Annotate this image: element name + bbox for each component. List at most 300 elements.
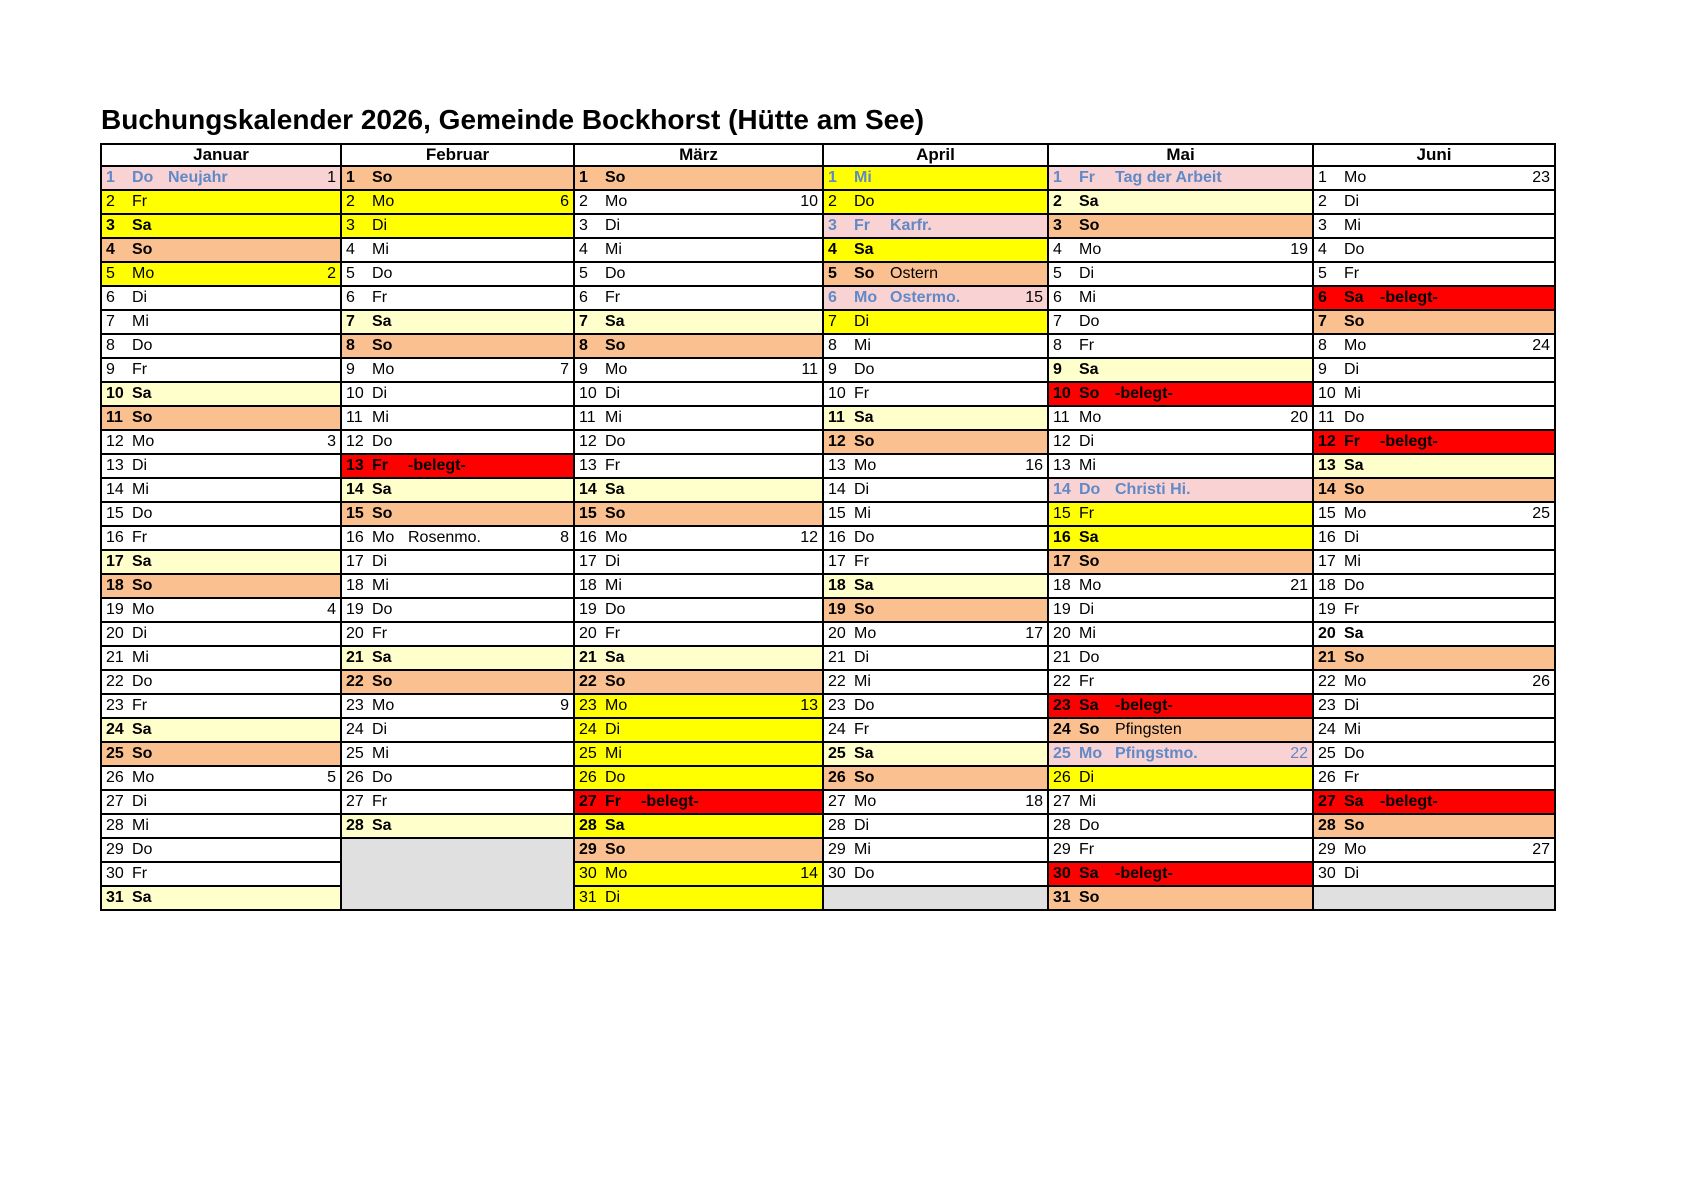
week-number: 1 <box>327 169 336 186</box>
day-cell-content <box>575 791 822 813</box>
day-number: 14 <box>579 481 597 498</box>
day-row <box>101 262 1555 286</box>
weekday-label: Mi <box>1344 217 1361 234</box>
day-cell <box>341 406 574 430</box>
day-cell <box>341 190 574 214</box>
day-cell-content <box>824 455 1047 477</box>
week-number: 15 <box>1025 289 1043 306</box>
weekday-label: Mi <box>854 505 871 522</box>
weekday-label: Do <box>132 337 153 354</box>
day-number: 22 <box>1318 673 1336 690</box>
weekday-label: Di <box>1344 865 1360 882</box>
day-cell <box>574 838 823 862</box>
day-row <box>101 646 1555 670</box>
day-number: 28 <box>1053 817 1071 834</box>
day-cell-content <box>342 407 573 429</box>
day-cell-content <box>1049 431 1312 453</box>
day-cell-content <box>1314 839 1554 861</box>
day-number: 6 <box>579 289 588 306</box>
day-cell <box>574 622 823 646</box>
day-number: 20 <box>106 625 124 642</box>
day-cell <box>1048 814 1313 838</box>
day-cell <box>1048 670 1313 694</box>
weekday-label: Mi <box>372 409 389 426</box>
day-cell <box>1048 382 1313 406</box>
day-number: 29 <box>828 841 846 858</box>
day-number: 4 <box>106 241 115 258</box>
day-cell-content <box>1314 503 1554 525</box>
weekday-label: Sa <box>1344 289 1364 306</box>
calendar-sheet <box>100 104 1556 911</box>
day-row <box>101 718 1555 742</box>
weekday-label: So <box>605 841 626 858</box>
day-cell-content <box>1314 455 1554 477</box>
day-number: 29 <box>1318 841 1336 858</box>
day-cell <box>101 358 341 382</box>
day-cell <box>1048 502 1313 526</box>
day-cell <box>1313 286 1555 310</box>
weekday-label: Do <box>605 433 626 450</box>
week-number: 3 <box>327 433 336 450</box>
weekday-label: Mo <box>854 457 877 474</box>
day-row <box>101 358 1555 382</box>
day-cell <box>101 478 341 502</box>
day-cell-content <box>575 311 822 333</box>
day-cell-content <box>1049 791 1312 813</box>
weekday-label: So <box>605 169 626 186</box>
weekday-label: Do <box>1079 313 1100 330</box>
day-cell <box>823 214 1048 238</box>
weekday-label: Mi <box>1079 625 1096 642</box>
day-number: 3 <box>1318 217 1327 234</box>
day-cell-content <box>575 479 822 501</box>
day-cell <box>341 262 574 286</box>
day-row <box>101 382 1555 406</box>
day-cell-content <box>1049 887 1312 909</box>
day-number: 10 <box>1318 385 1336 402</box>
weekday-label: Di <box>1344 361 1360 378</box>
weekday-label: Fr <box>854 385 870 402</box>
day-cell <box>823 718 1048 742</box>
day-number: 16 <box>106 529 124 546</box>
day-cell <box>823 574 1048 598</box>
day-number: 6 <box>346 289 355 306</box>
weekday-label: Mi <box>605 241 622 258</box>
day-row <box>101 334 1555 358</box>
day-cell-content <box>1049 647 1312 669</box>
day-number: 14 <box>106 481 124 498</box>
holiday-label: Neujahr <box>168 169 228 186</box>
day-cell-content <box>342 527 573 549</box>
day-cell <box>101 382 341 406</box>
day-cell-content <box>1049 575 1312 597</box>
day-cell <box>574 886 823 910</box>
weekday-label: Mi <box>854 841 871 858</box>
day-cell <box>1048 358 1313 382</box>
day-cell <box>101 190 341 214</box>
week-number: 9 <box>560 697 569 714</box>
weekday-label: Di <box>1079 769 1095 786</box>
weekday-label: Fr <box>1344 601 1360 618</box>
day-cell-content <box>1049 743 1312 765</box>
day-cell <box>823 814 1048 838</box>
day-cell-content <box>102 263 340 285</box>
weekday-label: Mi <box>372 577 389 594</box>
weekday-label: Sa <box>854 577 874 594</box>
weekday-label: Sa <box>854 409 874 426</box>
day-cell-content <box>1049 287 1312 309</box>
day-cell <box>1048 310 1313 334</box>
day-cell <box>1048 334 1313 358</box>
week-number: 16 <box>1025 457 1043 474</box>
day-number: 19 <box>579 601 597 618</box>
week-number: 13 <box>800 697 818 714</box>
weekday-label: So <box>372 673 393 690</box>
day-cell <box>1048 598 1313 622</box>
weekday-label: Di <box>854 649 870 666</box>
day-number: 17 <box>579 553 597 570</box>
day-cell <box>1313 334 1555 358</box>
day-number: 29 <box>1053 841 1071 858</box>
day-number: 4 <box>1318 241 1327 258</box>
weekday-label: Do <box>854 529 875 546</box>
day-row <box>101 238 1555 262</box>
week-number: 19 <box>1290 241 1308 258</box>
day-cell <box>823 478 1048 502</box>
weekday-label: Mo <box>854 625 877 642</box>
weekday-label: So <box>372 169 393 186</box>
day-cell <box>101 286 341 310</box>
day-number: 14 <box>1053 481 1071 498</box>
day-cell-content <box>575 215 822 237</box>
day-cell <box>574 670 823 694</box>
weekday-label: Mo <box>854 289 878 306</box>
day-cell <box>101 742 341 766</box>
day-number: 28 <box>579 817 597 834</box>
day-cell-content <box>102 383 340 405</box>
day-cell-content <box>575 239 822 261</box>
day-row <box>101 838 1555 862</box>
day-cell <box>101 550 341 574</box>
day-number: 11 <box>828 409 845 426</box>
day-number: 3 <box>346 217 355 234</box>
weekday-label: Mi <box>132 817 149 834</box>
day-cell <box>574 598 823 622</box>
day-number: 3 <box>828 217 837 234</box>
day-cell <box>823 766 1048 790</box>
day-cell <box>823 190 1048 214</box>
day-cell <box>101 646 341 670</box>
weekday-label: Mo <box>1344 841 1367 858</box>
day-number: 5 <box>346 265 355 282</box>
weekday-label: Di <box>605 889 621 906</box>
day-cell <box>574 574 823 598</box>
day-number: 9 <box>346 361 355 378</box>
day-row <box>101 526 1555 550</box>
day-cell-content <box>1314 287 1554 309</box>
day-cell <box>823 646 1048 670</box>
day-cell <box>341 550 574 574</box>
day-number: 18 <box>579 577 597 594</box>
day-number: 5 <box>828 265 837 282</box>
day-number: 26 <box>579 769 597 786</box>
day-cell-content <box>824 335 1047 357</box>
day-cell-content <box>342 575 573 597</box>
weekday-label: Mo <box>132 601 155 618</box>
day-number: 8 <box>1053 337 1062 354</box>
day-number: 20 <box>579 625 597 642</box>
day-cell-content <box>102 863 340 885</box>
day-number: 23 <box>828 697 846 714</box>
day-number: 26 <box>1053 769 1071 786</box>
day-row <box>101 862 1555 886</box>
day-number: 30 <box>106 865 124 882</box>
weekday-label: Fr <box>1344 265 1360 282</box>
weekday-label: Mo <box>372 193 395 210</box>
day-cell <box>574 334 823 358</box>
day-number: 28 <box>828 817 846 834</box>
weekday-label: Sa <box>132 721 152 738</box>
day-number: 24 <box>346 721 364 738</box>
day-cell-content <box>1049 215 1312 237</box>
day-number: 3 <box>579 217 588 234</box>
day-number: 17 <box>346 553 364 570</box>
day-cell-content <box>1049 623 1312 645</box>
weekday-label: Do <box>132 169 154 186</box>
day-cell <box>1313 550 1555 574</box>
day-number: 28 <box>106 817 124 834</box>
day-cell-content <box>342 239 573 261</box>
weekday-label: Mi <box>605 409 622 426</box>
day-cell <box>574 262 823 286</box>
weekday-label: Sa <box>132 217 152 234</box>
weekday-label: Fr <box>372 289 388 306</box>
weekday-label: Sa <box>372 481 392 498</box>
day-cell-content <box>1314 599 1554 621</box>
day-number: 26 <box>828 769 846 786</box>
day-cell <box>1313 190 1555 214</box>
weekday-label: Mo <box>1079 577 1102 594</box>
day-number: 14 <box>1318 481 1336 498</box>
week-number: 20 <box>1290 409 1308 426</box>
day-number: 15 <box>106 505 124 522</box>
day-number: 8 <box>1318 337 1327 354</box>
day-cell-content <box>575 671 822 693</box>
day-cell-content <box>824 671 1047 693</box>
week-number: 27 <box>1532 841 1550 858</box>
weekday-label: Mo <box>372 529 395 546</box>
day-number: 22 <box>346 673 364 690</box>
weekday-label: Di <box>605 721 621 738</box>
day-cell <box>101 406 341 430</box>
weekday-label: Di <box>372 553 388 570</box>
week-number: 8 <box>560 529 569 546</box>
day-cell-content <box>102 647 340 669</box>
day-number: 25 <box>106 745 124 762</box>
booked-label: -belegt- <box>1115 865 1173 882</box>
day-cell-content <box>824 767 1047 789</box>
day-cell <box>341 334 574 358</box>
day-cell <box>574 238 823 262</box>
day-cell <box>574 742 823 766</box>
day-cell-content <box>342 359 573 381</box>
day-cell <box>101 790 341 814</box>
weekday-label: Di <box>1344 193 1360 210</box>
day-cell-content <box>575 503 822 525</box>
day-number: 13 <box>579 457 597 474</box>
weekday-label: Mo <box>605 361 628 378</box>
weekday-label: Do <box>1344 409 1365 426</box>
day-cell-content <box>1314 623 1554 645</box>
day-number: 30 <box>828 865 846 882</box>
day-cell <box>101 838 341 862</box>
weekday-label: Sa <box>372 649 392 666</box>
weekday-label: Do <box>605 601 626 618</box>
day-number: 20 <box>1053 625 1071 642</box>
day-cell <box>574 766 823 790</box>
day-number: 15 <box>346 505 364 522</box>
holiday-label: Rosenmo. <box>408 529 481 546</box>
day-cell-content <box>575 551 822 573</box>
day-cell-content <box>824 527 1047 549</box>
day-number: 2 <box>828 193 837 210</box>
day-cell-content <box>824 239 1047 261</box>
day-cell-content <box>824 479 1047 501</box>
weekday-label: Sa <box>132 385 152 402</box>
weekday-label: Fr <box>372 625 388 642</box>
day-cell-content <box>102 215 340 237</box>
day-number: 26 <box>106 769 124 786</box>
day-cell-content <box>1314 815 1554 837</box>
day-cell-content <box>342 503 573 525</box>
day-number: 5 <box>579 265 588 282</box>
day-cell-content <box>1314 767 1554 789</box>
day-cell <box>1048 622 1313 646</box>
day-cell <box>1048 742 1313 766</box>
weekday-label: So <box>1079 721 1100 738</box>
weekday-label: Fr <box>1079 673 1095 690</box>
weekday-label: Fr <box>1079 505 1095 522</box>
empty-cell <box>341 886 574 910</box>
day-cell-content <box>575 383 822 405</box>
day-cell <box>1048 694 1313 718</box>
day-number: 29 <box>106 841 124 858</box>
week-number: 23 <box>1532 169 1550 186</box>
day-cell-content <box>1314 215 1554 237</box>
weekday-label: Sa <box>372 817 392 834</box>
day-cell-content <box>102 311 340 333</box>
week-number: 14 <box>800 865 818 882</box>
day-cell-content <box>575 599 822 621</box>
day-number: 21 <box>1053 649 1071 666</box>
week-number: 4 <box>327 601 336 618</box>
day-number: 31 <box>106 889 124 906</box>
day-cell <box>823 838 1048 862</box>
weekday-label: Di <box>372 721 388 738</box>
weekday-label: Do <box>1344 241 1365 258</box>
day-cell-content <box>1049 383 1312 405</box>
weekday-label: Do <box>1344 577 1365 594</box>
day-number: 1 <box>1318 169 1327 186</box>
day-cell-content <box>575 623 822 645</box>
day-cell-content <box>102 239 340 261</box>
day-cell-content <box>342 743 573 765</box>
day-cell-content <box>102 431 340 453</box>
empty-cell <box>341 862 574 886</box>
day-cell-content <box>1314 383 1554 405</box>
weekday-label: Di <box>132 289 148 306</box>
booked-label: -belegt- <box>1380 289 1438 306</box>
day-cell-content <box>102 767 340 789</box>
day-cell-content <box>102 335 340 357</box>
day-row <box>101 430 1555 454</box>
day-cell <box>1313 574 1555 598</box>
day-number: 12 <box>346 433 364 450</box>
day-cell-content <box>342 599 573 621</box>
day-number: 9 <box>1318 361 1327 378</box>
day-cell-content <box>824 791 1047 813</box>
day-cell <box>574 790 823 814</box>
day-number: 7 <box>579 313 588 330</box>
day-cell-content <box>342 671 573 693</box>
holiday-label: Tag der Arbeit <box>1115 169 1222 186</box>
day-row <box>101 886 1555 910</box>
day-cell <box>823 670 1048 694</box>
day-cell-content <box>1314 743 1554 765</box>
day-cell <box>823 166 1048 190</box>
booked-label: -belegt- <box>408 457 466 474</box>
day-number: 6 <box>1318 289 1327 306</box>
day-cell-content <box>1049 407 1312 429</box>
day-number: 21 <box>1318 649 1336 666</box>
day-number: 20 <box>1318 625 1336 642</box>
weekday-label: So <box>1344 817 1365 834</box>
day-number: 15 <box>828 505 846 522</box>
day-cell-content <box>824 167 1047 189</box>
day-number: 28 <box>346 817 364 834</box>
day-cell-content <box>102 167 340 189</box>
day-number: 21 <box>579 649 597 666</box>
day-cell-content <box>1049 695 1312 717</box>
day-cell <box>101 886 341 910</box>
day-cell <box>823 742 1048 766</box>
day-cell-content <box>824 575 1047 597</box>
day-cell-content <box>1314 647 1554 669</box>
weekday-label: Sa <box>1079 529 1099 546</box>
weekday-label: Mo <box>1344 673 1367 690</box>
weekday-label: Do <box>854 697 875 714</box>
day-number: 27 <box>1053 793 1071 810</box>
weekday-label: Mo <box>1344 505 1367 522</box>
day-cell <box>823 310 1048 334</box>
day-number: 5 <box>1053 265 1062 282</box>
day-number: 13 <box>346 457 364 474</box>
day-number: 17 <box>1053 553 1071 570</box>
day-number: 17 <box>828 553 846 570</box>
day-number: 2 <box>579 193 588 210</box>
day-cell <box>1048 190 1313 214</box>
day-number: 25 <box>1318 745 1336 762</box>
day-number: 9 <box>828 361 837 378</box>
day-cell <box>574 286 823 310</box>
day-row <box>101 814 1555 838</box>
day-cell-content <box>575 335 822 357</box>
day-number: 9 <box>1053 361 1062 378</box>
day-cell <box>574 214 823 238</box>
day-cell-content <box>102 455 340 477</box>
day-cell-content <box>102 575 340 597</box>
empty-cell <box>341 838 574 862</box>
